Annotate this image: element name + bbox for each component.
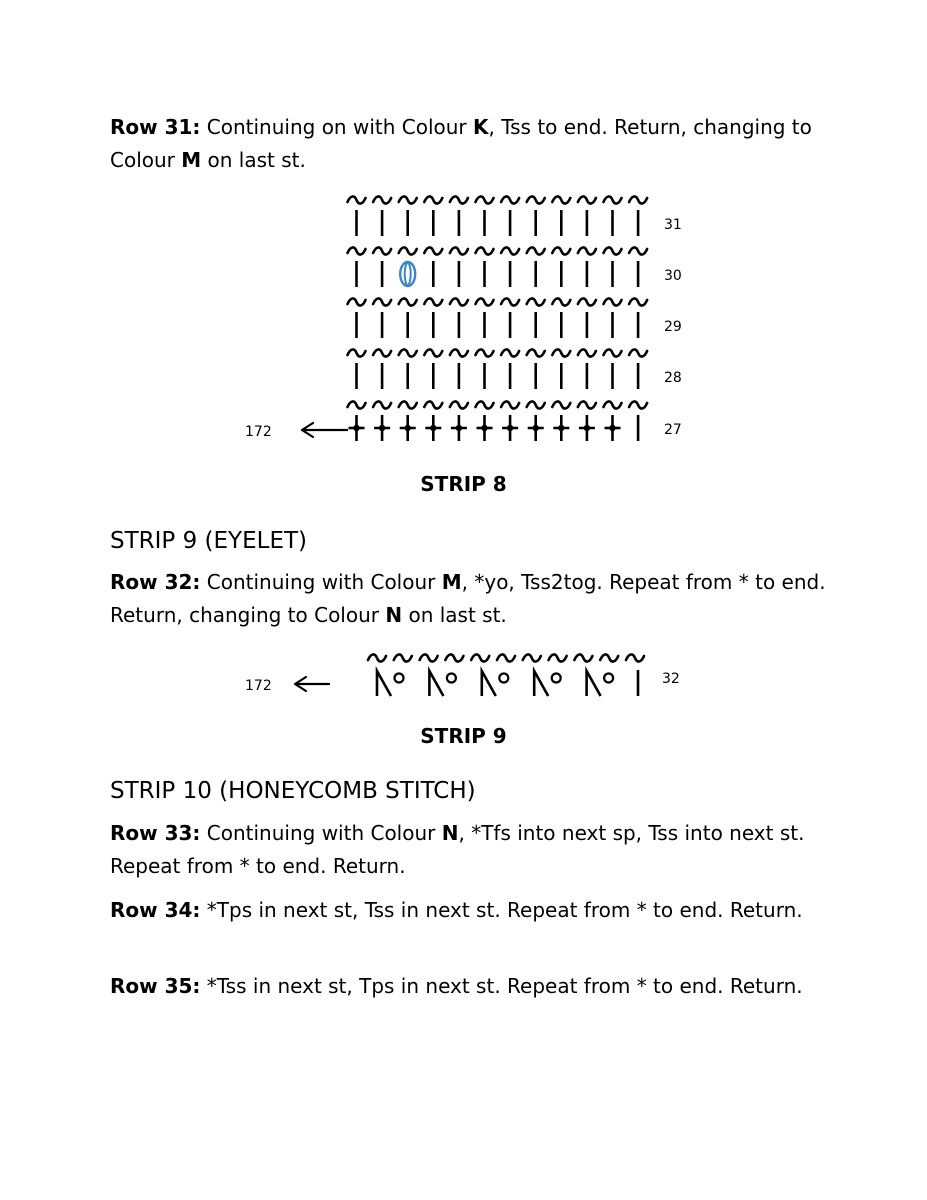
row-35-instruction: Row 35: *Tss in next st, Tps in next st. Repeat from * to end. Return.: [110, 974, 803, 998]
yarn-over-stitch: [604, 674, 613, 683]
stitch-wave: [373, 401, 391, 408]
stitch-wave: [476, 196, 494, 203]
stitch-wave: [604, 196, 622, 203]
row-33-instruction: Row 33: Continuing with Colour N, *Tfs into next sp, Tss into next st. Repeat from * to end. Return.: [110, 821, 805, 878]
strip-9-caption: STRIP 9: [420, 724, 507, 748]
stitch-wave: [501, 401, 519, 408]
return-arrow: [302, 423, 336, 437]
stitch-wave: [399, 401, 417, 408]
stitch-wave: [399, 196, 417, 203]
stitch-wave: [497, 654, 515, 661]
stitch-wave: [604, 298, 622, 305]
stitch-wave: [424, 298, 442, 305]
stitch-wave: [450, 247, 468, 254]
stitch-count-label: 172: [245, 678, 272, 694]
stitch-wave: [552, 196, 570, 203]
stitch-wave: [578, 196, 596, 203]
stitch-wave: [424, 247, 442, 254]
tss2tog-stitch: [429, 671, 443, 696]
tss2tog-stitch: [377, 671, 391, 696]
row-31-instruction: Row 31: Continuing on with Colour K, Tss to end. Return, changing to Colour M on last st.: [110, 115, 812, 172]
stitch-wave: [527, 298, 545, 305]
stitch-wave: [629, 196, 647, 203]
yarn-over-stitch: [552, 674, 561, 683]
stitch-wave: [552, 247, 570, 254]
highlight-stitch-inner: [405, 263, 411, 285]
stitch-wave: [348, 196, 366, 203]
stitch-wave: [604, 247, 622, 254]
stitch-wave: [527, 196, 545, 203]
chart-row-31: [348, 196, 648, 236]
stitch-wave: [501, 349, 519, 356]
full-stitch-knot: [481, 425, 487, 431]
stitch-wave: [527, 247, 545, 254]
row-number-label: 29: [664, 319, 682, 335]
row-number-label: 32: [662, 671, 680, 687]
full-stitch-knot: [353, 425, 359, 431]
tss2tog-stitch: [482, 671, 496, 696]
stitch-wave: [373, 247, 391, 254]
stitch-wave: [450, 349, 468, 356]
row-label: Row 34:: [110, 898, 201, 922]
stitch-wave: [626, 654, 644, 661]
stitch-wave: [471, 654, 489, 661]
strip-10-heading: STRIP 10 (HONEYCOMB STITCH): [110, 778, 476, 804]
row-number-label: 31: [664, 217, 682, 233]
stitch-wave: [420, 654, 438, 661]
stitch-wave: [501, 196, 519, 203]
full-stitch-knot: [405, 425, 411, 431]
stitch-wave: [476, 401, 494, 408]
full-stitch-knot: [430, 425, 436, 431]
stitch-wave: [476, 298, 494, 305]
stitch-wave: [604, 349, 622, 356]
row-label: Row 35:: [110, 974, 201, 998]
full-stitch-knot: [584, 425, 590, 431]
yarn-over-stitch: [447, 674, 456, 683]
chart-row-28: [348, 349, 648, 389]
row-number-label: 27: [664, 422, 682, 438]
tss2tog-stitch: [587, 671, 601, 696]
stitch-wave: [394, 654, 412, 661]
stitch-wave: [552, 401, 570, 408]
stitch-wave: [368, 654, 386, 661]
stitch-wave: [629, 247, 647, 254]
row-label: Row 32:: [110, 570, 201, 594]
stitch-wave: [424, 196, 442, 203]
stitch-wave: [399, 349, 417, 356]
row-number-label: 28: [664, 370, 682, 386]
yarn-over-stitch: [395, 674, 404, 683]
stitch-wave: [604, 401, 622, 408]
full-stitch-knot: [456, 425, 462, 431]
stitch-wave: [523, 654, 541, 661]
tss2tog-stitch: [534, 671, 548, 696]
stitch-wave: [424, 401, 442, 408]
full-stitch-knot: [558, 425, 564, 431]
full-stitch-knot: [609, 425, 615, 431]
stitch-wave: [578, 298, 596, 305]
stitch-wave: [629, 401, 647, 408]
full-stitch-knot: [379, 425, 385, 431]
stitch-wave: [348, 247, 366, 254]
stitch-wave: [445, 654, 463, 661]
stitch-wave: [578, 401, 596, 408]
stitch-wave: [527, 349, 545, 356]
stitch-wave: [399, 298, 417, 305]
stitch-wave: [552, 349, 570, 356]
stitch-wave: [629, 349, 647, 356]
full-stitch-knot: [533, 425, 539, 431]
full-stitch-knot: [507, 425, 513, 431]
stitch-wave: [578, 247, 596, 254]
stitch-wave: [373, 349, 391, 356]
chart-row-30: [348, 247, 648, 287]
stitch-wave: [629, 298, 647, 305]
row-34-instruction: Row 34: *Tps in next st, Tss in next st. Repeat from * to end. Return.: [110, 898, 803, 922]
strip-9-heading: STRIP 9 (EYELET): [110, 528, 307, 554]
stitch-wave: [578, 349, 596, 356]
stitch-wave: [450, 401, 468, 408]
highlight-stitch-outer: [400, 262, 415, 286]
stitch-wave: [348, 401, 366, 408]
chart-row-32: [368, 654, 644, 696]
stitch-wave: [348, 298, 366, 305]
row-32-instruction: Row 32: Continuing with Colour M, *yo, Tss2tog. Repeat from * to end. Return, changing to Colour N on last st.: [110, 570, 826, 627]
stitch-wave: [527, 401, 545, 408]
row-label: Row 31:: [110, 115, 201, 139]
stitch-wave: [501, 247, 519, 254]
stitch-wave: [476, 349, 494, 356]
strip-8-stitch-chart: [0, 185, 927, 450]
stitch-wave: [399, 247, 417, 254]
stitch-count-label: 172: [245, 424, 272, 440]
row-number-label: 30: [664, 268, 682, 284]
stitch-wave: [373, 298, 391, 305]
row-label: Row 33:: [110, 821, 201, 845]
stitch-wave: [450, 298, 468, 305]
stitch-wave: [552, 298, 570, 305]
stitch-wave: [373, 196, 391, 203]
stitch-wave: [501, 298, 519, 305]
yarn-over-stitch: [499, 674, 508, 683]
stitch-wave: [476, 247, 494, 254]
stitch-wave: [549, 654, 567, 661]
chart-row-29: [348, 298, 648, 338]
stitch-wave: [348, 349, 366, 356]
stitch-wave: [574, 654, 592, 661]
strip-8-caption: STRIP 8: [420, 472, 507, 496]
return-arrow: [295, 677, 329, 691]
stitch-wave: [424, 349, 442, 356]
stitch-wave: [600, 654, 618, 661]
chart-row-27: [348, 401, 648, 441]
stitch-wave: [450, 196, 468, 203]
strip-9-stitch-chart: [0, 645, 927, 705]
